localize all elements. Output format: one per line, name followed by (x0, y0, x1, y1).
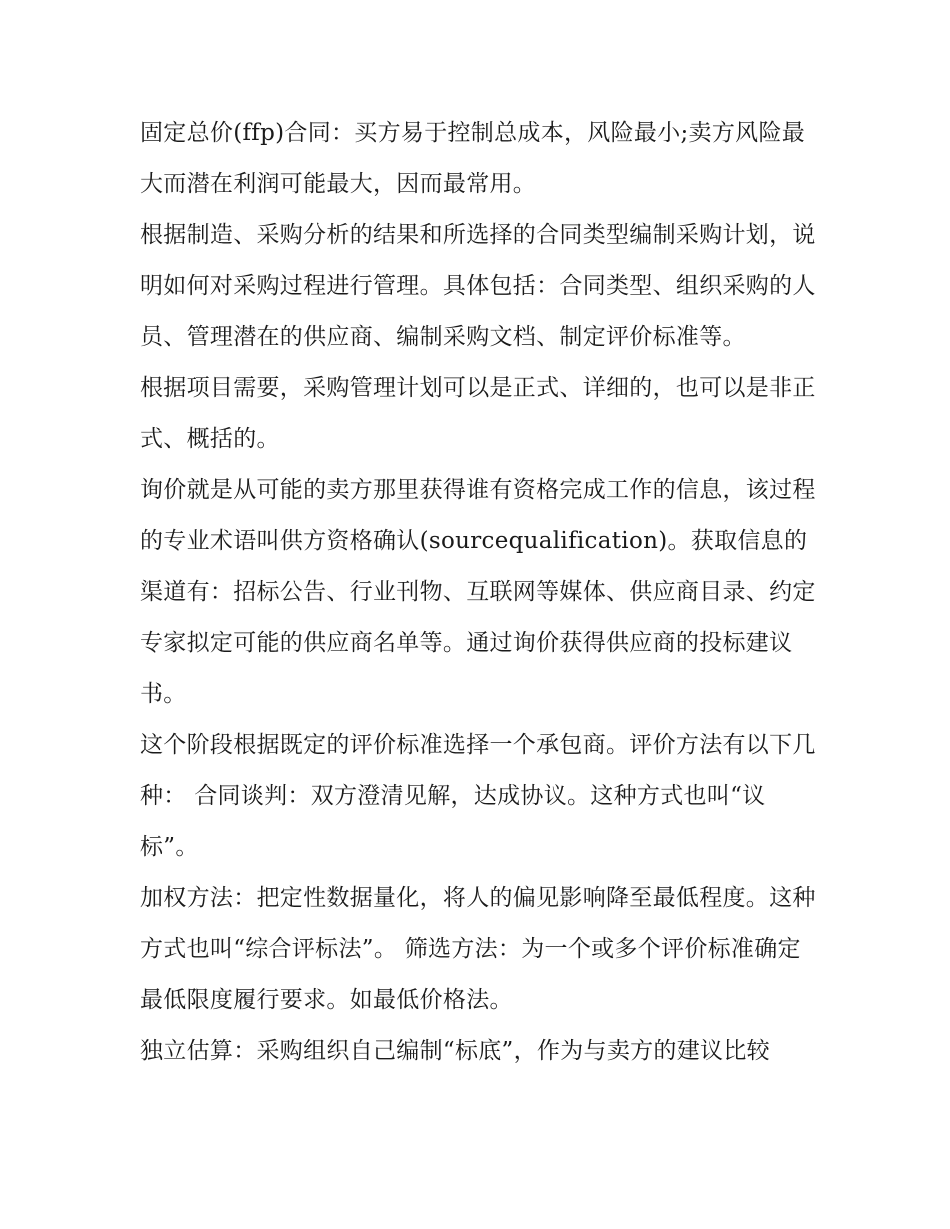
paragraph-procurement-plan: 根据制造、采购分析的结果和所选择的合同类型编制采购计划，说明如何对采购过程进行管理。具体包括：合同类型、组织采购的人员、管理潜在的供应商、编制采购文档、制定评价标准等。 (140, 222, 816, 350)
paragraph-plan-formality: 根据项目需要，采购管理计划可以是正式、详细的，也可以是非正式、概括的。 (140, 375, 816, 452)
paragraph-fixed-price-contract: 固定总价(ffp)合同：买方易于控制总成本，风险最小;卖方风险最大而潜在利润可能最大，因而最常用。 (140, 120, 806, 197)
paragraph-independent-estimate: 独立估算：采购组织自己编制“标底”，作为与卖方的建议比较 (140, 1038, 770, 1064)
paragraph-inquiry: 询价就是从可能的卖方那里获得谁有资格完成工作的信息，该过程的专业术语叫供方资格确认(sourcequalification)。获取信息的渠道有：招标公告、行业刊物、互联网等媒体、供应商目录、约定专家拟定可能的供应商名单等。通过询价获得供应商的投标建议书。 (140, 477, 816, 707)
paragraph-contractor-selection: 这个阶段根据既定的评价标准选择一个承包商。评价方法有以下几种： 合同谈判：双方澄清见解，达成协议。这种方式也叫“议标”。 (140, 732, 816, 860)
document-body (140, 108, 820, 1077)
paragraph-weighting-method: 加权方法：把定性数据量化，将人的偏见影响降至最低程度。这种方式也叫“综合评标法”。 筛选方法：为一个或多个评价标准确定最低限度履行要求。如最低价格法。 (140, 885, 816, 1013)
